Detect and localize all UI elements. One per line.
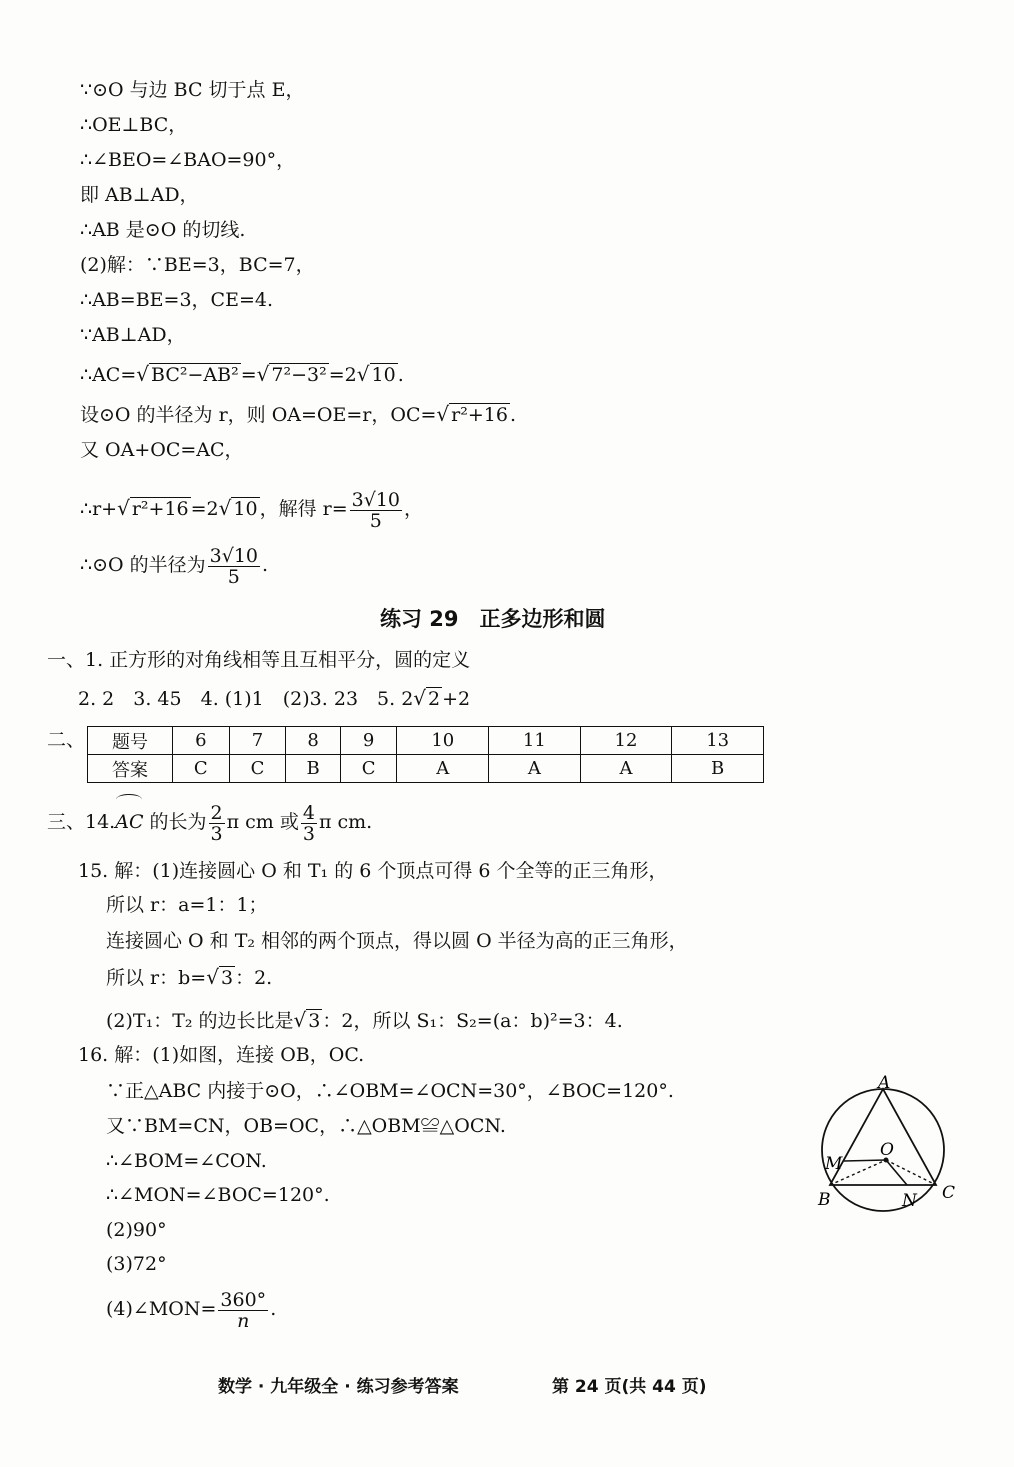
table-cell-answer: C [340,755,397,783]
fraction-numerator: 4 [302,801,315,824]
segment-on [886,1160,907,1185]
table-header-question: 题号 [88,727,173,755]
radicand-10: 10 [233,498,258,520]
eq-sign: = [240,364,257,386]
q14-text: 的长为 [149,811,207,833]
table-cell-number: 9 [340,727,397,755]
table-cell-answer: C [173,755,230,783]
q15-line-3: 连接圆心 O 和 T₂ 相邻的两个顶点，得以圆 O 半径为高的正三角形， [106,930,688,952]
fraction-denominator: 3 [302,822,315,845]
plus-two: +2 [442,688,471,710]
q15-part2: (2)T₁：T₂ 的边长比是 [106,1010,294,1032]
proof-line-5: ∴AB 是⊙O 的切线. [80,219,246,241]
triangle-abc [830,1089,936,1185]
radicand-bc-ab: BC²−AB² [151,364,239,386]
sqrt-symbol: √ [413,686,427,710]
footer-page-number: 第 24 页(共 44 页) [552,1377,707,1397]
proof-line-12 [80,486,423,531]
fraction-two-thirds [209,803,225,844]
sqrt-symbol: √ [117,496,130,520]
fraction-denominator: n [237,1309,250,1332]
section-title: 练习 29 正多边形和圆 [380,607,606,631]
proof-line-7: ∴AB=BE=3，CE=4. [80,289,273,311]
label-b: B [818,1190,831,1210]
proof-line-3: ∴∠BEO=∠BAO=90°， [80,149,296,171]
q14-end: π cm. [318,811,373,833]
sqrt-symbol: √ [136,362,150,386]
label-o: O [880,1140,894,1160]
eq-two: =2 [328,364,357,386]
q15-ratio: 所以 r：b= [106,967,207,989]
period: . [262,554,269,576]
radicand-3: 3 [308,1010,321,1032]
part3-line-14 [47,800,372,844]
label-a: A [878,1075,891,1093]
sqrt-symbol: √ [293,1008,307,1032]
circle-triangle-figure [810,1075,970,1225]
footer-subject: 数学 · 九年级全 · 练习参考答案 [218,1377,459,1397]
table-cell-number: 11 [489,727,581,755]
proof-line-4: 即 AB⊥AD， [80,184,199,206]
table-cell-number: 6 [173,727,230,755]
fraction-numerator: 360° [220,1288,267,1311]
fraction-denominator: 5 [227,565,240,588]
table-cell-answer: A [489,755,581,783]
radius-result-text: ∴⊙O 的半径为 [80,554,206,576]
q16-line-1: 16. 解：(1)如图，连接 OB，OC. [78,1044,365,1066]
q14-label: 三、14. [47,811,116,833]
q16-line-5: ∴∠MON=∠BOC=120°. [106,1184,330,1206]
proof-line-8: ∵AB⊥AD， [80,324,186,346]
eq-two: =2 [190,498,219,520]
proof-line-9 [80,362,404,387]
q16-line-3: 又∵BM=CN，OB=OC，∴△OBM≌△OCN. [106,1115,506,1137]
comma: ， [404,498,424,520]
proof-line-6: (2)解：∵BE=3，BC=7， [80,254,315,276]
eq-ac-lhs: ∴AC= [80,364,137,386]
part1-answers: 2. 2 3. 45 4. (1)1 (2)3. 23 5. 2 [78,688,414,710]
sqrt-symbol: √ [218,496,232,520]
table-cell-number: 7 [229,727,286,755]
q15-line-4 [106,965,272,990]
table-cell-answer: A [397,755,489,783]
table-cell-number: 8 [286,727,341,755]
fraction-r [350,490,402,531]
fraction-numerator: 2 [210,801,223,824]
period: . [397,364,404,386]
part1-line-2 [78,686,470,711]
q16-line-2: ∵正△ABC 内接于⊙O，∴∠OBM=∠OCN=30°，∠BOC=120°. [106,1080,674,1102]
table-cell-number: 13 [672,727,764,755]
label-n: N [902,1191,917,1211]
fraction-numerator: 3√10 [209,544,258,567]
period: . [270,1298,277,1320]
q15-line-2: 所以 r：a=1：1； [106,894,268,916]
q15-ratio-end: ：2. [235,967,273,989]
part2-label: 二、 [47,729,86,751]
solve-text: ，解得 r= [259,498,348,520]
proof-line-2: ∴OE⊥BC， [80,114,188,136]
q15-line-1: 15. 解：(1)连接圆心 O 和 T₁ 的 6 个顶点可得 6 个全等的正三角形， [78,860,668,882]
sqrt-symbol: √ [256,362,270,386]
table-cell-number: 12 [580,727,672,755]
q16-line-7: (3)72° [106,1253,167,1275]
radicand-r16: r²+16 [451,404,508,426]
label-c: C [942,1183,956,1203]
fraction-360-n [218,1290,268,1331]
proof-line-10 [80,402,516,427]
q14-or: π cm 或 [226,811,299,833]
radicand-3: 3 [220,967,234,989]
proof-line-11: 又 OA+OC=AC， [80,439,244,461]
fraction-numerator: 3√10 [351,488,401,511]
table-header-answer: 答案 [88,755,173,783]
table-cell-answer: A [580,755,672,783]
fraction-four-thirds [301,803,317,844]
radicand-7-3: 7²−3² [271,364,327,386]
label-m: M [825,1154,843,1174]
table-row-numbers [88,727,764,755]
fraction-denominator: 5 [369,509,382,532]
sqrt-symbol: √ [436,402,450,426]
part1-line-1: 一、1. 正方形的对角线相等且互相平分，圆的定义 [47,649,471,671]
period: . [509,404,516,426]
answer-table [87,726,764,783]
table-cell-answer: B [672,755,764,783]
proof-line-1: ∵⊙O 与边 BC 切于点 E， [80,79,305,101]
q16-line-4: ∴∠BOM=∠CON. [106,1150,267,1172]
radius-text: 设⊙O 的半径为 r，则 OA=OE=r，OC= [80,404,437,426]
table-cell-number: 10 [397,727,489,755]
radicand-2: 2 [428,688,441,710]
table-cell-answer: B [286,755,341,783]
q15-line-5 [106,1008,623,1033]
q15-part2-end: ：2，所以 S₁：S₂=(a：b)²=3：4. [322,1010,623,1032]
arc-ac: AC [115,800,143,844]
radicand-10: 10 [371,364,396,386]
fraction-denominator: 3 [210,822,223,845]
eq-r-plus: ∴r+ [80,498,118,520]
q16-line-6: (2)90° [106,1219,167,1241]
fraction-radius [208,546,260,587]
q16-mon: (4)∠MON= [106,1298,217,1320]
table-row-answers [88,755,764,783]
table-cell-answer: C [229,755,286,783]
segment-om [844,1160,886,1161]
q16-line-8 [106,1287,276,1331]
sqrt-symbol: √ [356,362,370,386]
sqrt-symbol: √ [206,965,219,989]
proof-line-13 [80,543,268,587]
radicand-r16: r²+16 [131,498,189,520]
